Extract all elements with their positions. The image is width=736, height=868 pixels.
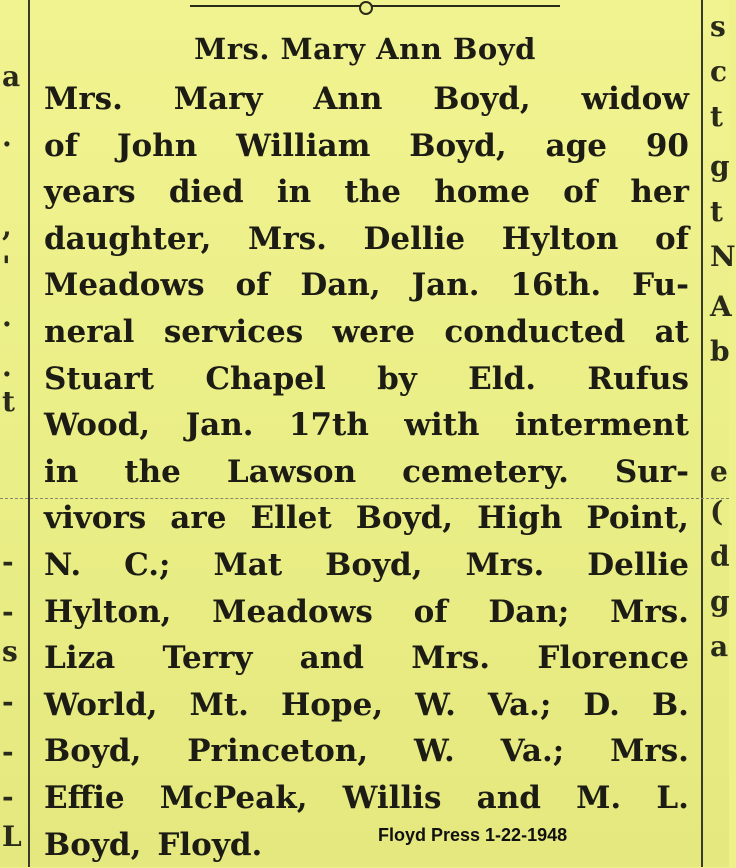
obituary-line: Meadows of Dan, Jan. 16th. Fu- bbox=[44, 267, 689, 304]
right-column-fragment: e bbox=[710, 455, 728, 488]
obituary-line: Boyd, Floyd. bbox=[44, 826, 263, 863]
left-column-fragment: a bbox=[2, 60, 21, 93]
obituary-line: Liza Terry and Mrs. Florence bbox=[44, 640, 689, 677]
right-column-fragment: ( bbox=[710, 495, 724, 528]
obituary-line: vivors are Ellet Boyd, High Point, bbox=[44, 500, 689, 537]
obituary-line: of John William Boyd, age 90 bbox=[44, 127, 689, 164]
left-column-fragment: . bbox=[2, 300, 12, 333]
obituary-line: World, Mt. Hope, W. Va.; D. B. bbox=[44, 686, 689, 723]
obituary-line: Stuart Chapel by Eld. Rufus bbox=[44, 360, 689, 397]
obituary-line: in the Lawson cemetery. Sur- bbox=[44, 453, 689, 490]
right-column-fragment: N bbox=[710, 240, 736, 273]
obituary-line: N. C.; Mat Boyd, Mrs. Dellie bbox=[44, 547, 689, 583]
left-column-fragment: s bbox=[2, 635, 18, 668]
obituary-line: Hylton, Meadows of Dan; Mrs. bbox=[44, 593, 689, 630]
obituary-line: daughter, Mrs. Dellie Hylton of bbox=[44, 220, 689, 257]
obituary-headline: Mrs. Mary Ann Boyd bbox=[194, 32, 536, 66]
right-column-fragment: g bbox=[710, 585, 730, 618]
right-column-fragment: g bbox=[710, 150, 730, 183]
top-ornament-rule bbox=[190, 0, 560, 18]
left-column-fragment: - bbox=[2, 545, 14, 578]
right-column-fragment: a bbox=[710, 630, 729, 663]
right-column-fragment: d bbox=[710, 540, 730, 573]
obituary-line: Mrs. Mary Ann Boyd, widow bbox=[44, 81, 689, 117]
right-column-fragment: t bbox=[710, 100, 723, 133]
left-column-fragment: - bbox=[2, 595, 14, 628]
right-column-fragment: A bbox=[710, 290, 732, 323]
right-column-fragment: s bbox=[710, 10, 726, 43]
source-credit: Floyd Press 1-22-1948 bbox=[378, 825, 568, 845]
column-rule-right bbox=[701, 0, 703, 867]
obituary-line: Wood, Jan. 17th with interment bbox=[44, 407, 689, 444]
right-column-fragment: t bbox=[710, 195, 723, 228]
right-column-fragment: b bbox=[710, 335, 730, 368]
left-column-fragment: - bbox=[2, 780, 14, 813]
column-rule-left bbox=[28, 0, 30, 867]
obituary-line: years died in the home of her bbox=[44, 174, 689, 211]
left-column-fragment: . bbox=[2, 350, 12, 383]
left-column-fragment: , bbox=[2, 210, 12, 243]
right-column-fragment: c bbox=[710, 55, 728, 88]
obituary-line: neral services were conducted at bbox=[44, 314, 689, 350]
left-column-fragment: - bbox=[2, 685, 14, 718]
left-column-fragment: L bbox=[2, 820, 22, 853]
left-column-fragment: . bbox=[2, 120, 12, 153]
obituary-line: Boyd, Princeton, W. Va.; Mrs. bbox=[44, 733, 689, 770]
left-column-fragment: t bbox=[2, 385, 15, 418]
left-column-fragment: - bbox=[2, 735, 14, 768]
left-column-fragment: ' bbox=[2, 250, 11, 283]
obituary-line: Effie McPeak, Willis and M. L. bbox=[44, 780, 689, 816]
